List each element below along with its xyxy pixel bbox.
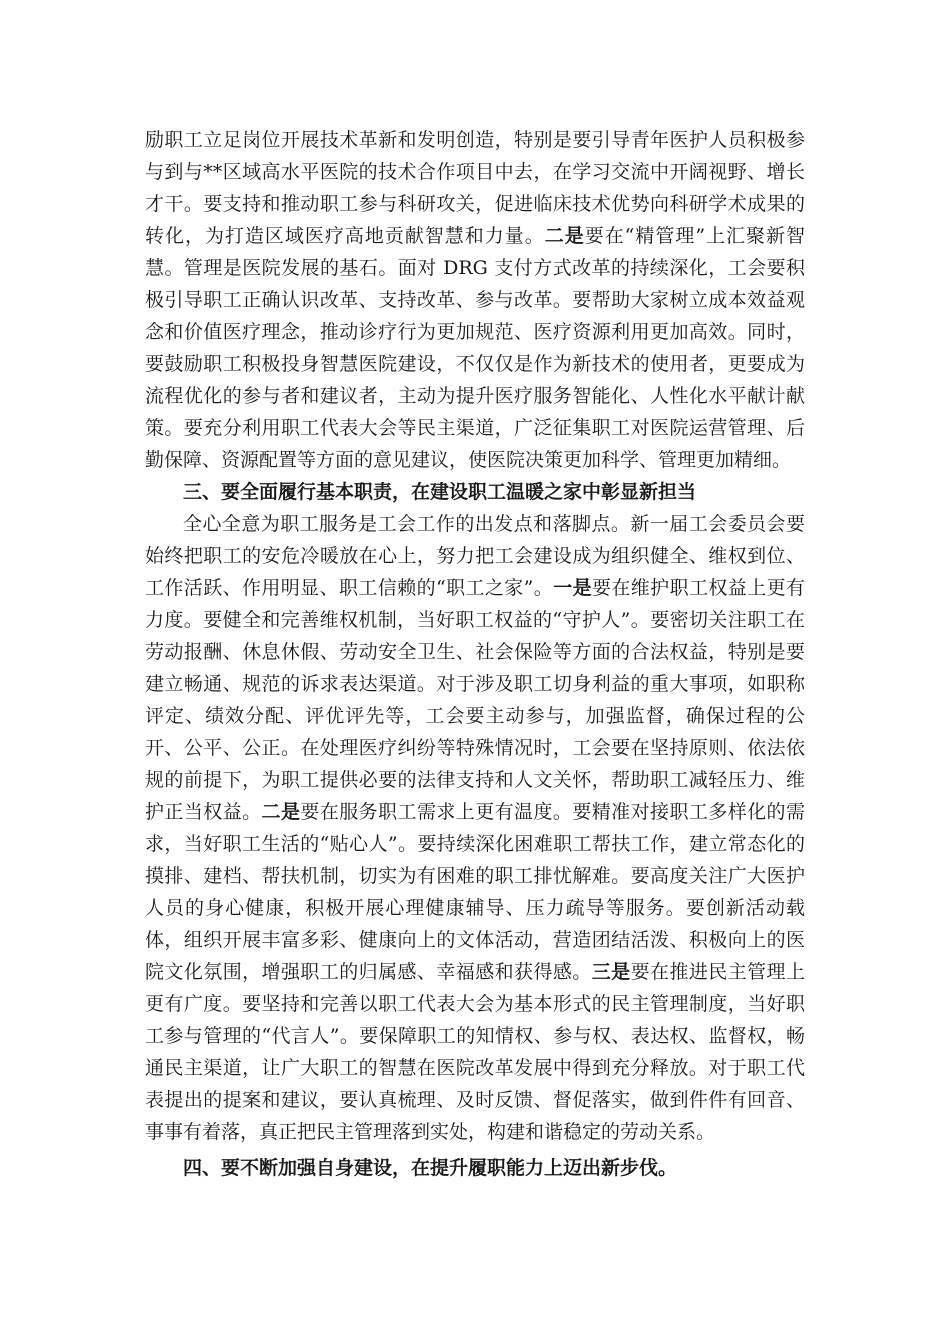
emphasis-label: 一是 <box>553 577 592 599</box>
paragraph-text: 要在维护职工权益上更有力度。要健全和完善维权机制，当好职工权益的“守护人”。要密切关注职工在劳动报酬、休息休假、劳动安全卫生、社会保险等方面的合法权益，特别是要建立畅通、规范的诉求表达渠道。对于涉及职工切身利益的重大事项，如职称评定、绩效分配、评优评先等，工会要主动参与，加强监督，确保过程的公开、公平、公正。在处理医疗纠纷等特殊情况时，工会要在坚持原则、依法依规的前提下，为职工提供必要的法律支持和人文关怀，帮助职工减轻压力、维护正当权益。 <box>145 577 805 823</box>
document-page <box>145 124 805 1184</box>
section-heading-4: 四、要不断加强自身建设，在提升履职能力上迈出新步伐。 <box>183 1157 678 1179</box>
section-heading-3: 三、要全面履行基本职责，在建设职工温暖之家中彰显新担当 <box>183 481 697 503</box>
emphasis-label: 二是 <box>261 801 301 823</box>
paragraph-text: 全心全意为职工服务是工会工作的出发点和落脚点。新一届工会委员会要始终把职工的安危冷暖放在心上，努力把工会建设成为组织健全、维权到位、工作活跃、作用明显、职工信赖的“职工之家”。 <box>145 513 805 599</box>
paragraph-text: 要在推进民主管理上更有广度。要坚持和完善以职工代表大会为基本形式的民主管理制度，当好职工参与管理的“代言人”。要保障职工的知情权、参与权、表达权、监督权，畅通民主渠道，让广大职工的智慧在医院改革发展中得到充分释放。对于职工代表提出的提案和建议，要认真梳理、及时反馈、督促落实，做到件件有回音、事事有着落，真正把民主管理落到实处，构建和谐稳定的劳动关系。 <box>145 961 805 1143</box>
paragraph-text: 要在“精管理”上汇聚新智慧。管理是医院发展的基石。面对 DRG 支付方式改革的持续深化，工会要积极引导职工正确认识改革、支持改革、参与改革。要帮助大家树立成本效益观念和价值医疗理念，推动诊疗行为更加规范、医疗资源利用更加高效。同时，要鼓励职工积极投身智慧医院建设，不仅仅是作为新技术的使用者，更要成为流程优化的参与者和建议者，主动为提升医疗服务智能化、人性化水平献计献策。要充分利用职工代表大会等民主渠道，广泛征集职工对医院运营管理、后勤保障、资源配置等方面的意见建议，使医院决策更加科学、管理更加精细。 <box>145 225 805 471</box>
emphasis-label: 三是 <box>591 961 631 983</box>
emphasis-label: 二是 <box>544 225 585 247</box>
body-paragraph <box>145 508 805 1148</box>
body-paragraph <box>145 124 805 476</box>
paragraph-text: 要在服务职工需求上更有温度。要精准对接职工多样化的需求，当好职工生活的“贴心人”。要持续深化困难职工帮扶工作，建立常态化的摸排、建档、帮扶机制，切实为有困难的职工排忧解难。要高度关注广大医护人员的身心健康，积极开展心理健康辅导、压力疏导等服务。要创新活动载体，组织开展丰富多彩、健康向上的文体活动，营造团结活泼、积极向上的医院文化氛围，增强职工的归属感、幸福感和获得感。 <box>145 801 805 983</box>
paragraph-text: 励职工立足岗位开展技术革新和发明创造，特别是要引导青年医护人员积极参与到与**区域高水平医院的技术合作项目中去，在学习交流中开阔视野、增长才干。要支持和推动职工参与科研攻关，促进临床技术优势向科研学术成果的转化，为打造区域医疗高地贡献智慧和力量。 <box>145 129 805 247</box>
